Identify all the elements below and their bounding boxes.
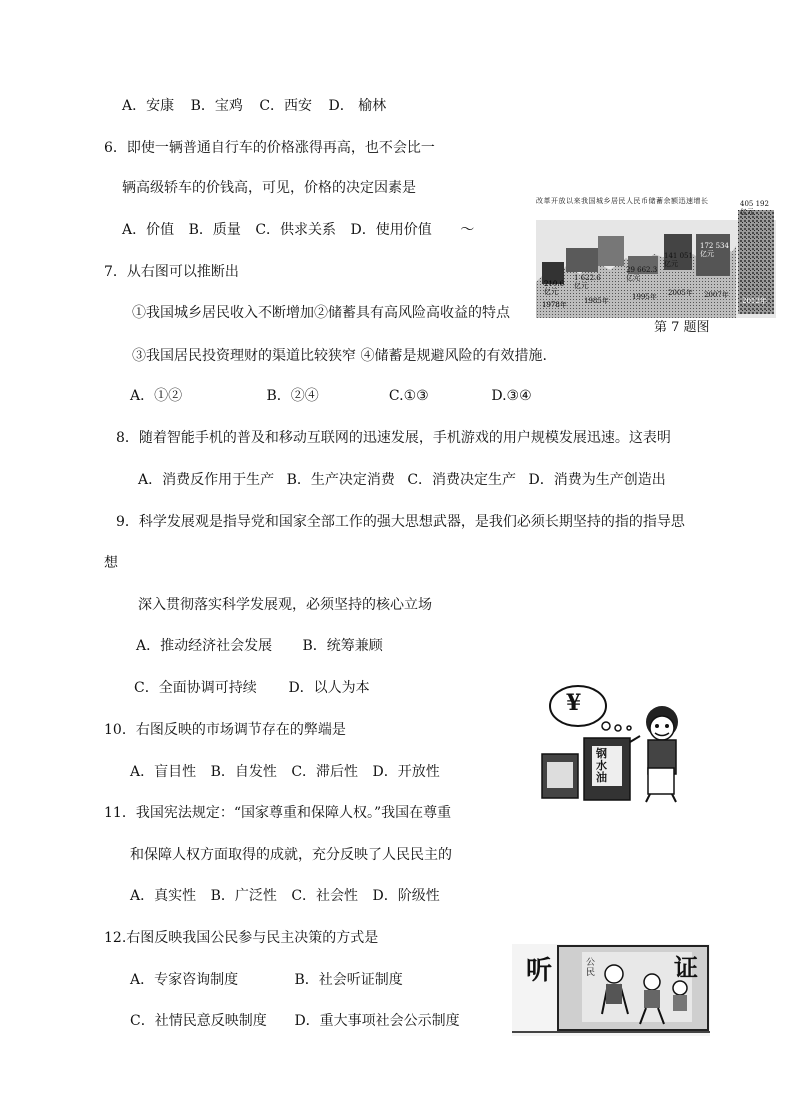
q5-option-b: B．宝鸡 xyxy=(190,98,243,114)
q7-label-2012-unit: 亿元 xyxy=(740,208,754,216)
q6-option-d: D．使用价值 xyxy=(350,222,432,238)
q8-options xyxy=(138,470,666,490)
q5-option-a: A．安康 xyxy=(122,98,175,114)
q7-label-1978-year: 1978年 xyxy=(542,301,567,309)
q12-ting-label: 听 xyxy=(526,956,553,986)
q10-cartoon-graphic xyxy=(538,682,688,804)
q7-label-1995-year: 1995年 xyxy=(632,293,657,301)
q12-gongmin-label: 公民 xyxy=(586,958,596,978)
q6-options xyxy=(122,220,474,240)
q9-stem-2: 想 xyxy=(104,555,118,571)
q7-item-2: ③我国居民投资理财的渠道比较狭窄 ④储蓄是规避风险的有效措施. xyxy=(132,348,547,364)
q7-label-1978-unit: 亿元 xyxy=(544,288,558,296)
q9-option-d: D．以人为本 xyxy=(288,680,370,696)
q11-stem-2: 和保障人权方面取得的成就，充分反映了人民民主的 xyxy=(130,847,452,863)
q12-stem: 12.右图反映我国公民参与民主决策的方式是 xyxy=(104,930,379,946)
q7-label-2005-value: 141 051 xyxy=(664,252,693,260)
q7-label-1978-value: 210.6 xyxy=(544,280,565,288)
q7-label-1985-year: 1985年 xyxy=(584,297,609,305)
q7-item-1: ①我国城乡居民收入不断增加②储蓄具有高风险高收益的特点 xyxy=(132,305,510,321)
q10-can-label: 钢水油 xyxy=(596,747,607,784)
q11-option-c: C．社会性 xyxy=(291,888,359,904)
q10-bubble-symbol: ¥ xyxy=(566,690,582,716)
q7-label-2005-year: 2005年 xyxy=(668,289,693,297)
q11-option-b: B．广泛性 xyxy=(210,888,277,904)
q12-option-c: C．社情民意反映制度 xyxy=(130,1013,267,1029)
q12-option-b: B．社会听证制度 xyxy=(294,972,403,988)
q7-label-1995-unit: 亿元 xyxy=(626,274,640,282)
q5-options xyxy=(122,96,386,116)
q12-option-d: D．重大事项社会公示制度 xyxy=(294,1013,460,1029)
q5-option-d: D． 榆林 xyxy=(328,98,387,114)
q10-option-d: D．开放性 xyxy=(372,764,440,780)
q10-figure xyxy=(538,682,688,804)
q9-stem-3: 深入贯彻落实科学发展观，必须坚持的核心立场 xyxy=(138,597,432,613)
q12-zheng-label: 证 xyxy=(674,953,698,982)
q11-options xyxy=(130,886,440,906)
q9-options-row2 xyxy=(134,678,370,698)
q11-option-a: A．真实性 xyxy=(130,888,197,904)
q7-label-2012-year: 2012年 xyxy=(742,297,767,305)
q9-option-a: A．推动经济社会发展 xyxy=(136,638,273,654)
q7-option-b: B．②④ xyxy=(266,388,319,404)
q10-options xyxy=(130,762,440,782)
q12-options-row2 xyxy=(130,1011,460,1031)
q6-option-b: B．质量 xyxy=(188,222,241,238)
q7-label-1985-value: 1 622.6 xyxy=(574,274,601,282)
q7-figure xyxy=(536,196,776,318)
q11-option-d: D．阶级性 xyxy=(372,888,440,904)
q7-label-2007-value: 172 534 xyxy=(700,242,729,250)
q7-figure-title: 改革开放以来我国城乡居民人民币储蓄余额迅速增长 xyxy=(536,197,709,205)
q7-label-1985 xyxy=(574,274,601,290)
q7-label-2007-year: 2007年 xyxy=(704,291,729,299)
q9-option-c: C．全面协调可持续 xyxy=(134,680,257,696)
q5-option-c: C．西安 xyxy=(259,98,313,114)
q10-stem: 10．右图反映的市场调节存在的弊端是 xyxy=(104,722,346,738)
q8-option-a: A．消费反作用于生产 xyxy=(138,472,275,488)
q6-stem-2: 辆高级轿车的价钱高，可见，价格的决定因素是 xyxy=(122,180,416,196)
q9-options-row1 xyxy=(136,636,383,656)
q9-stem-1: 9．科学发展观是指导党和国家全部工作的强大思想武器，是我们必须长期坚持的指的指导思 xyxy=(116,514,685,530)
q10-option-c: C．滞后性 xyxy=(291,764,359,780)
q7-option-c: C.①③ xyxy=(388,388,429,404)
q12-options-row1 xyxy=(130,970,403,990)
q8-option-b: B．生产决定消费 xyxy=(286,472,395,488)
q6-mark: ～ xyxy=(460,222,475,238)
q7-label-2012 xyxy=(740,200,769,216)
q12-figure xyxy=(512,944,710,1036)
q8-option-d: D．消费为生产创造出 xyxy=(528,472,666,488)
q7-label-2012-value: 405 192 xyxy=(740,200,769,208)
q7-figure-caption: 第 7 题图 xyxy=(654,320,710,335)
q11-stem-1: 11．我国宪法规定：“国家尊重和保障人权。”我国在尊重 xyxy=(104,805,452,821)
q8-option-c: C．消费决定生产 xyxy=(407,472,517,488)
q12-option-a: A．专家咨询制度 xyxy=(130,972,239,988)
q8-stem: 8．随着智能手机的普及和移动互联网的迅速发展，手机游戏的用户规模发展迅速。这表明 xyxy=(116,430,671,446)
q7-label-2007-unit: 亿元 xyxy=(700,250,714,258)
q7-label-1985-unit: 亿元 xyxy=(574,282,588,290)
q7-option-d: D.③④ xyxy=(491,388,532,404)
q7-label-1995-value: 29 662.3 xyxy=(626,266,658,274)
q6-stem-1: 6．即使一辆普通自行车的价格涨得再高，也不会比一 xyxy=(104,140,435,156)
q7-label-1995 xyxy=(626,266,657,282)
q7-options xyxy=(130,386,532,406)
q7-label-1978 xyxy=(544,280,564,296)
q9-option-b: B．统筹兼顾 xyxy=(302,638,383,654)
q7-label-2007 xyxy=(700,242,729,258)
q10-option-b: B．自发性 xyxy=(210,764,277,780)
q7-label-2005-unit: 亿元 xyxy=(664,260,678,268)
q7-stem: 7．从右图可以推断出 xyxy=(104,264,239,280)
q7-option-a: A．①② xyxy=(130,388,183,404)
q6-option-c: C．供求关系 xyxy=(255,222,337,238)
q7-label-2005 xyxy=(664,252,693,268)
q6-option-a: A．价值 xyxy=(122,222,175,238)
q10-option-a: A．盲目性 xyxy=(130,764,197,780)
